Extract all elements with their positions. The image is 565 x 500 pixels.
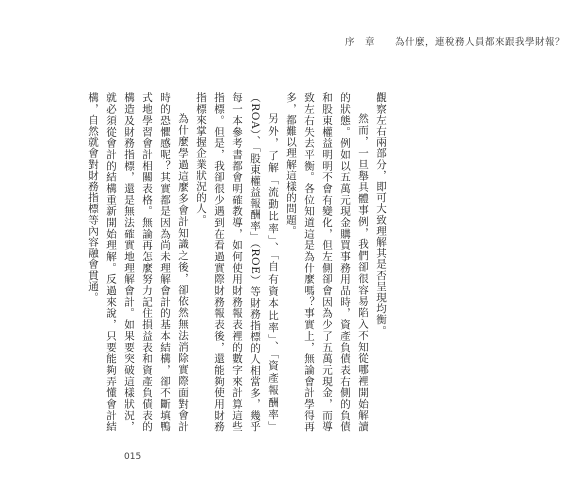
paragraph-1: 觀察左右兩部分，即可大致理解其是否呈現均衡。 [375,92,387,337]
paragraph-3: 另外，了解「流動比率」、「自有資本比率」、「資產報酬率」（ROA）、「股東權益報酬率」（ROE）等財務指標的人相當多，幾乎每一本參考書都會明確教導，如何使用財務報表裡的數字來計算這些指標。但是，我卻很少遇到在看過實際財務報表後，還能夠使用財務指標來掌握企業狀況的人。 [195,92,279,432]
chapter-label: 序 章 [345,37,376,48]
chapter-title: 為什麼，連稅務人員都來跟我學財報？ [395,37,565,48]
paragraph-2: 然而，一旦舉具體事例，我們卻很容易陷入不知從哪裡開始解讀的狀態。例如以五萬元現金購買事務用品時，資產負債表右側的負債和股東權益明明不會有變化，但左側卻會因為少了五萬元現金，而導致左右失去平衡。各位知道這是為什麼嗎？事實上，無論會計學得再多，都難以理解這樣的問題。 [285,92,369,432]
page-number: 015 [124,452,142,462]
paragraph-4: 為什麼學過這麼多會計知識之後，卻依然無法消除實際面對會計時的恐懼感呢？其實都是因為尚未理解會計的基本結構，卻不斷填鴨式地學習會計相關表格。無論再怎麼努力記住損益表和資產負債表的構造及財務指標，還是無法確實地理解會計。如果要突破這樣狀況，就必須從會計的結構重新開始理解。反過來說，只要能夠弄懂會計結構，自然就會對財務指標等內容融會貫通。 [87,92,189,432]
body-text [84,92,390,432]
running-header [345,38,565,48]
